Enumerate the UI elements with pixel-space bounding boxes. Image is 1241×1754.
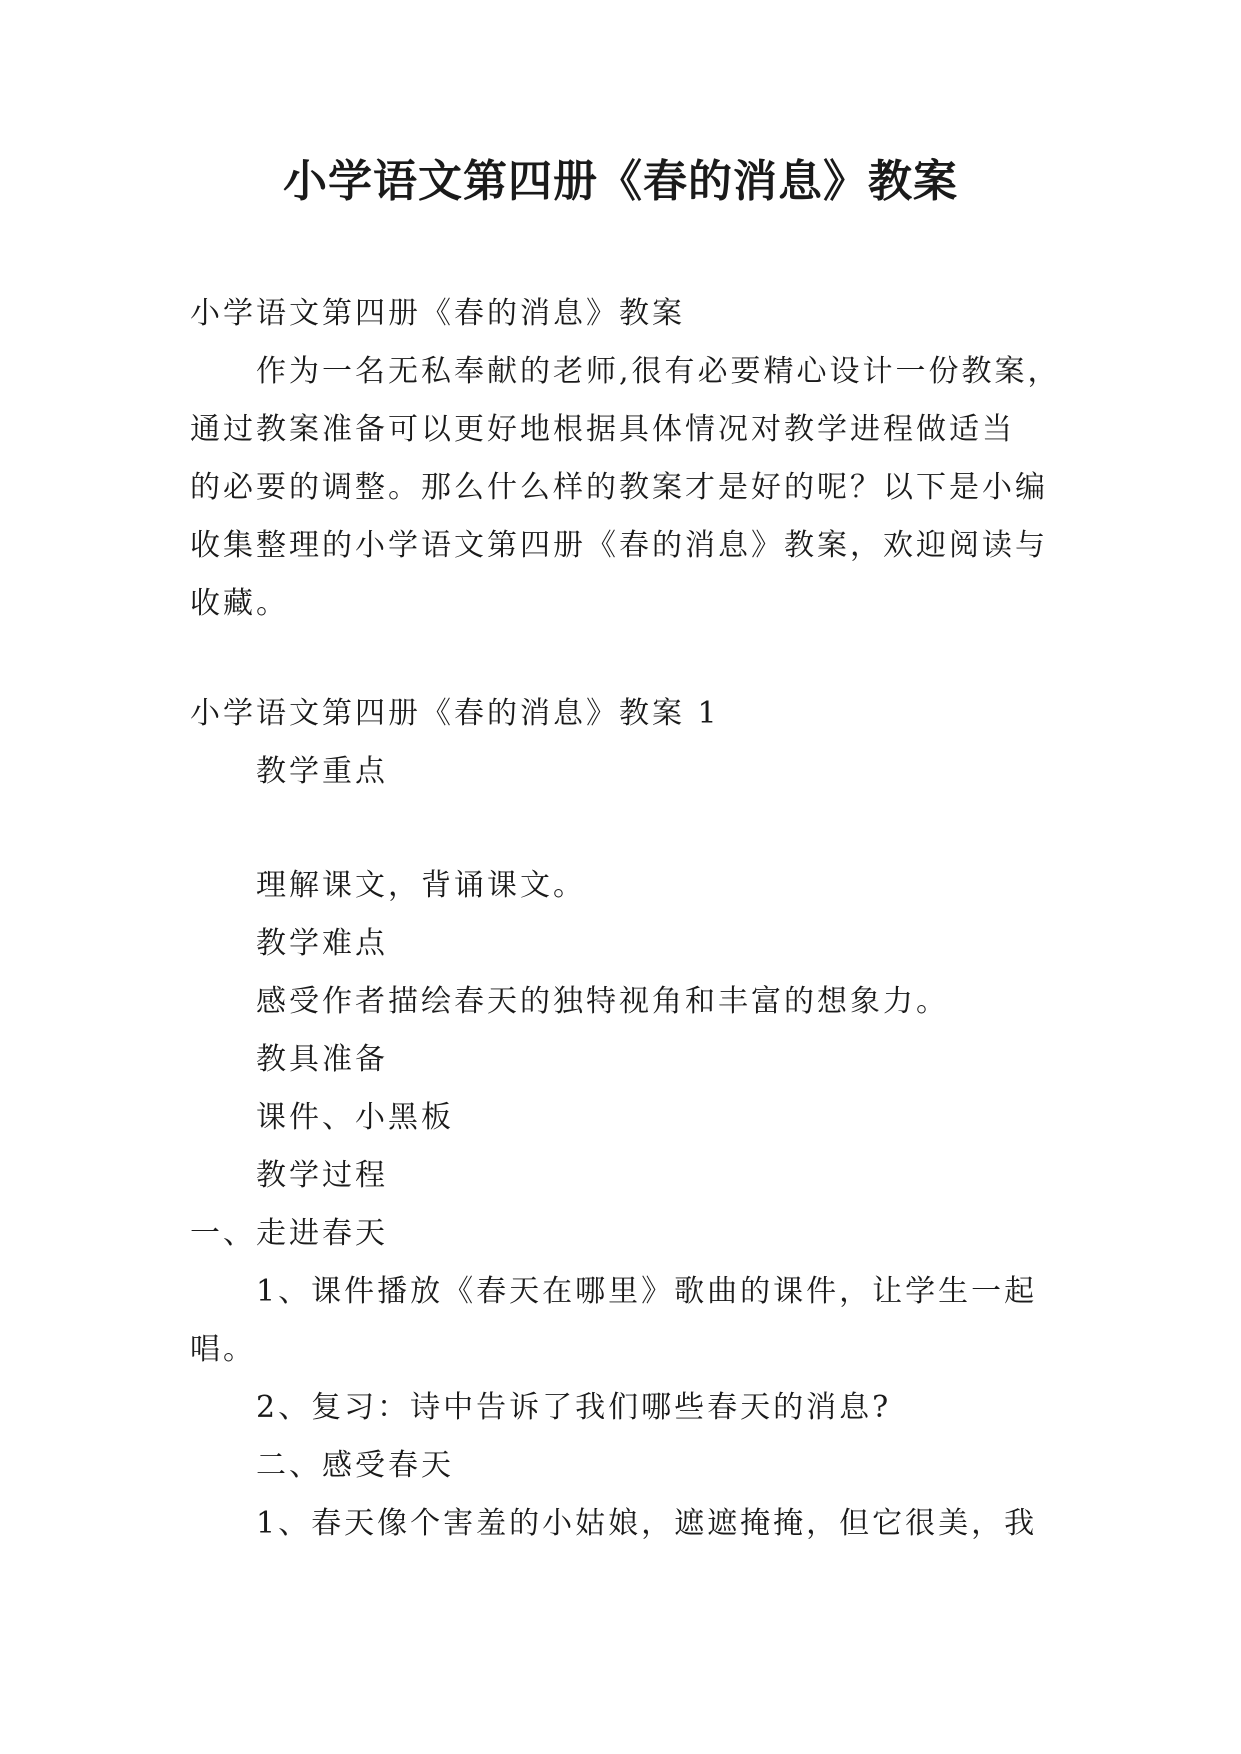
paragraph-line: 唱。	[190, 1332, 256, 1367]
subheading: 教具准备	[256, 1042, 388, 1077]
document-body	[190, 285, 1061, 1553]
subheading: 教学难点	[256, 926, 388, 961]
section-heading: 小学语文第四册《春的消息》教案 1	[190, 696, 720, 731]
paragraph-line: 感受作者描绘春天的独特视角和丰富的想象力。	[256, 984, 949, 1019]
paragraph-line: 课件、小黑板	[256, 1100, 454, 1135]
subheading: 一、走进春天	[190, 1216, 388, 1251]
document-title: 小学语文第四册《春的消息》教案	[283, 156, 958, 207]
paragraph-line: 理解课文，背诵课文。	[256, 868, 586, 903]
paragraph-line: 收藏。	[190, 586, 289, 621]
subheading: 二、感受春天	[256, 1448, 454, 1483]
paragraph-line: 作为一名无私奉献的老师,很有必要精心设计一份教案，	[256, 354, 1061, 389]
paragraph-line: 1、课件播放《春天在哪里》歌曲的课件，让学生一起	[256, 1274, 1038, 1309]
paragraph-line: 通过教案准备可以更好地根据具体情况对教学进程做适当	[190, 412, 1015, 447]
paragraph-line: 收集整理的小学语文第四册《春的消息》教案，欢迎阅读与	[190, 528, 1048, 563]
paragraph-line: 2、复习：诗中告诉了我们哪些春天的消息?	[256, 1390, 892, 1425]
section-heading: 小学语文第四册《春的消息》教案	[190, 296, 685, 331]
subheading: 教学过程	[256, 1158, 388, 1193]
subheading: 教学重点	[256, 754, 388, 789]
paragraph-line: 1、春天像个害羞的小姑娘，遮遮掩掩，但它很美，我	[256, 1506, 1038, 1541]
paragraph-line: 的必要的调整。那么什么样的教案才是好的呢？以下是小编	[190, 470, 1048, 505]
